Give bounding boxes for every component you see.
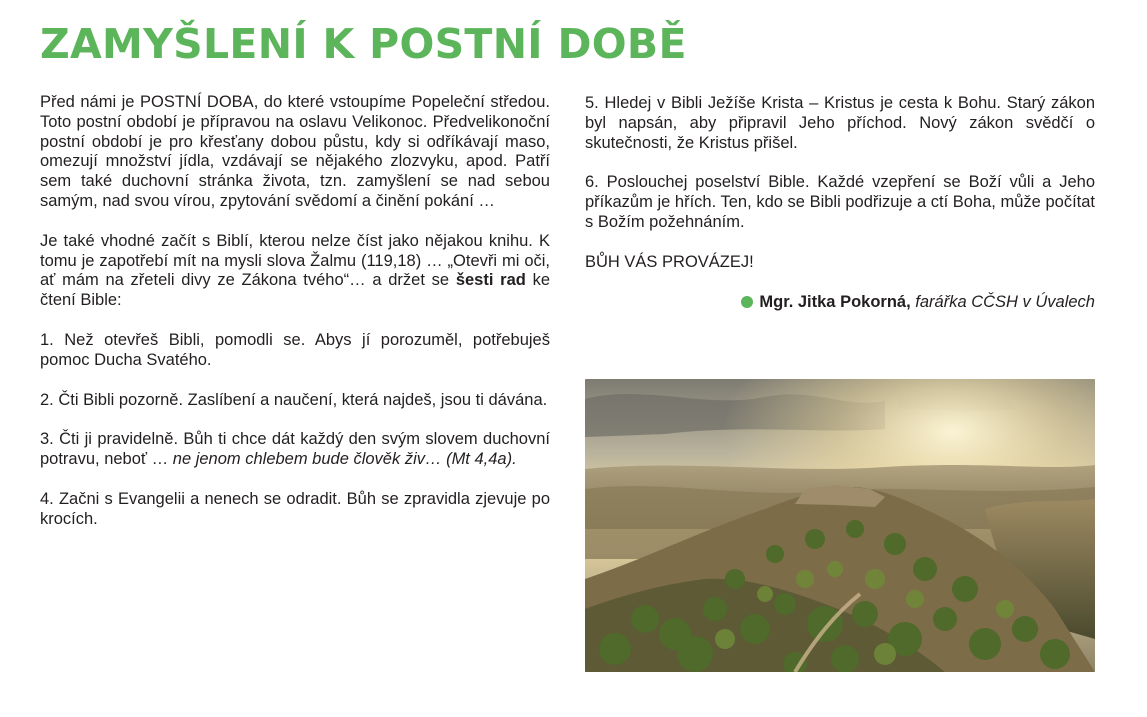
rule-5: 5. Hledej v Bibli Ježíše Krista – Kristus je cesta k Bohu. Starý zákon byl napsán, aby připravil Jeho příchod. Nový zákon svědčí o skutečnosti, že Kristus přišel. — [585, 94, 1095, 152]
rule-3-text: 3. Čti ji pravidelně. Bůh ti chce dát každý den svým slovem duchovní potravu, neboť … — [40, 430, 550, 469]
bible-paragraph-text: Je také vhodné začít s Biblí, kterou nelze číst jako nějakou knihu. K tomu je zapotřebí mít na mysli slova Žalmu (119,18) … „Otevři mi oči, ať mám na zřeteli divy ze Zákona tvého“… a držet se — [40, 231, 550, 290]
author-name: Mgr. Jitka Pokorná, — [759, 292, 911, 311]
blessing: BŮH VÁS PROVÁZEJ! — [585, 252, 754, 271]
rule-2: 2. Čti Bibli pozorně. Zaslíbení a naučení, která najdeš, jsou ti dávána. — [40, 390, 548, 409]
bullet-dot-icon — [741, 296, 753, 308]
author-role: farářka CČSH v Úvalech — [915, 292, 1095, 311]
landscape-photo — [585, 379, 1095, 672]
right-column — [585, 94, 1095, 332]
rule-6: 6. Poslouchej poselství Bible. Každé vzepření se Boží vůli a Jeho příkazům je hřích. Ten, kdo se Bibli podřizuje a ctí Boha, může počítat s Božím požehnáním. — [585, 173, 1095, 231]
intro-paragraph: Před námi je POSTNÍ DOBA, do které vstoupíme Popeleční středou. Toto postní období je přípravou na oslavu Velikonoc. Předvelikonoční postní období je pro křesťany dobou půstu, kdy si odříkávají maso, omezují množství jídla, vzdávají se nějakého zlozvyku, apod. Patří sem také duchovní stránka života, tzn. zamyšlení se nad sebou samým, nad svou vírou, zpytování svědomí a činění pokání … — [40, 93, 550, 210]
landscape-photo-image — [585, 379, 1095, 672]
article-title: ZAMYŠLENÍ K POSTNÍ DOBĚ — [40, 20, 687, 68]
rule-1: 1. Než otevřeš Bibli, pomodli se. Abys jí porozuměl, potřebuješ pomoc Ducha Svatého. — [40, 330, 550, 369]
rule-4: 4. Začni s Evangelii a nenech se odradit. Bůh se zpravidla zjevuje po krocích. — [40, 489, 550, 528]
left-column — [40, 93, 550, 550]
rule-3-quote: ne jenom chlebem bude člověk živ… (Mt 4,4a). — [172, 450, 517, 469]
bible-paragraph — [40, 232, 550, 311]
rule-3 — [40, 430, 550, 470]
six-rules-emphasis: šesti rad — [455, 271, 526, 290]
bible-paragraph-end: ke čtení Bible: — [40, 271, 550, 310]
signature — [585, 293, 1095, 313]
